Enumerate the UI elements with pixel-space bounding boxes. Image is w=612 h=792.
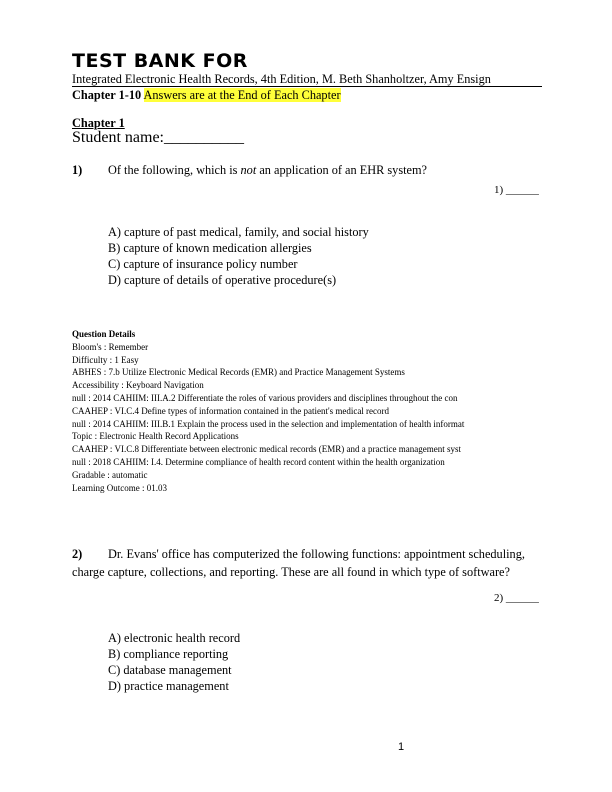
- answers-note: Answers are at the End of Each Chapter: [143, 88, 341, 102]
- detail-line: null : 2014 CAHIIM: III.A.2 Differentiate the roles of various providers and disciplines throughout the con: [72, 392, 458, 403]
- document-subtitle: Integrated Electronic Health Records, 4th Edition, M. Beth Shanholtzer, Amy Ensign: [72, 72, 491, 86]
- chapter-range: Chapter 1-10: [72, 88, 142, 102]
- question-2-answer-blank: 2) ______: [494, 592, 539, 604]
- question-1-text-before: Of the following, which is: [108, 163, 241, 177]
- detail-line: Difficulty : 1 Easy: [72, 354, 139, 365]
- detail-line: Bloom's : Remember: [72, 341, 149, 352]
- chapter-heading: Chapter 1: [72, 116, 125, 130]
- question-1-text: [108, 163, 427, 178]
- question-1-option-d: D) capture of details of operative procedure(s): [108, 273, 337, 287]
- page-number: 1: [398, 741, 405, 753]
- question-2-option-a: A) electronic health record: [108, 631, 241, 645]
- chapter-range-line: [72, 88, 341, 103]
- document-title: TEST BANK FOR: [72, 50, 248, 72]
- question-1-emphasis: not: [240, 163, 257, 177]
- detail-line: Learning Outcome : 01.03: [72, 482, 167, 493]
- question-2-text-line2: charge capture, collections, and reporting. These are all found in which type of software?: [72, 565, 510, 579]
- detail-line: null : 2014 CAHIIM: III.B.1 Explain the process used in the selection and implementation of health informat: [72, 418, 465, 429]
- detail-line: CAAHEP : VI.C.4 Define types of information contained in the patient's medical record: [72, 405, 390, 416]
- question-2-option-d: D) practice management: [108, 679, 229, 693]
- question-2-number: 2): [72, 547, 83, 561]
- question-1-option-b: B) capture of known medication allergies: [108, 241, 312, 255]
- question-1-details: [72, 328, 464, 494]
- question-1-number: 1): [72, 163, 83, 177]
- header-rule: [72, 86, 542, 87]
- detail-line: CAAHEP : VI.C.8 Differentiate between electronic medical records (EMR) and a practice management syst: [72, 444, 461, 455]
- question-details-header: Question Details: [72, 329, 136, 339]
- detail-line: Accessibility : Keyboard Navigation: [72, 380, 204, 391]
- question-1-option-a: A) capture of past medical, family, and social history: [108, 225, 369, 239]
- question-2-option-c: C) database management: [108, 663, 232, 677]
- question-2-option-b: B) compliance reporting: [108, 647, 229, 661]
- detail-line: null : 2018 CAHIIM: I.4. Determine compliance of health record content within the health organization: [72, 456, 445, 467]
- question-1-text-after: an application of an EHR system?: [256, 163, 427, 177]
- student-name-field: Student name:__________: [72, 129, 244, 146]
- question-1-answer-blank: 1) ______: [494, 184, 539, 196]
- question-2-text-line1: Dr. Evans' office has computerized the following functions: appointment scheduling,: [108, 547, 525, 561]
- detail-line: Gradable : automatic: [72, 469, 148, 480]
- detail-line: Topic : Electronic Health Record Applications: [72, 431, 239, 442]
- detail-line: ABHES : 7.b Utilize Electronic Medical Records (EMR) and Practice Management Systems: [72, 367, 405, 378]
- question-1-option-c: C) capture of insurance policy number: [108, 257, 298, 271]
